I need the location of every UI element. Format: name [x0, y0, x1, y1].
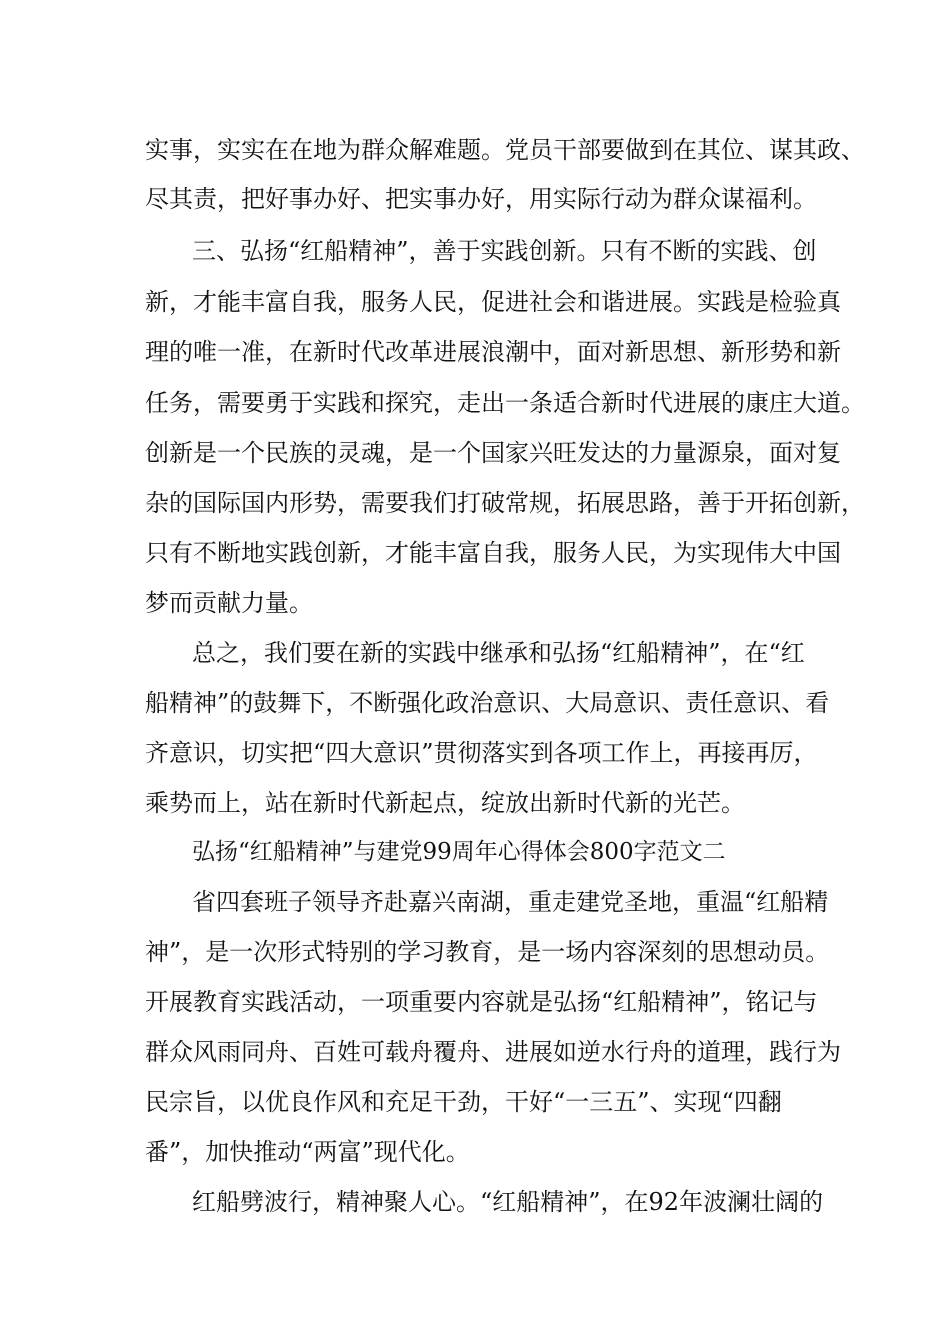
text-line: 神”，是一次形式特别的学习教育，是一场内容深刻的思想动员。	[145, 938, 830, 966]
text-line: 实事，实实在在地为群众解难题。党员干部要做到在其位、谋其政、	[145, 136, 865, 164]
text-line: 任务，需要勇于实践和探究，走出一条适合新时代进展的康庄大道。	[145, 389, 865, 417]
paragraph-start-line: 红船劈波行，精神聚人心。“红船精神”，在92年波澜壮阔的	[192, 1188, 824, 1216]
paragraph-start-line: 省四套班子领导齐赴嘉兴南湖，重走建党圣地，重温“红船精	[192, 888, 829, 916]
text-line: 番”，加快推动“两富”现代化。	[145, 1138, 470, 1166]
text-line: 创新是一个民族的灵魂，是一个国家兴旺发达的力量源泉，面对复	[145, 439, 841, 467]
text-line: 群众风雨同舟、百姓可载舟覆舟、进展如逆水行舟的道理，践行为	[145, 1038, 841, 1066]
text-line: 新，才能丰富自我，服务人民，促进社会和谐进展。实践是检验真	[145, 288, 841, 316]
text-line: 只有不断地实践创新，才能丰富自我，服务人民，为实现伟大中国	[145, 539, 841, 567]
section-title: 弘扬“红船精神”与建党99周年心得体会800字范文二	[192, 839, 726, 865]
text-line: 尽其责，把好事办好、把实事办好，用实际行动为群众谋福利。	[145, 185, 817, 213]
paragraph-start-line: 三、弘扬“红船精神”，善于实践创新。只有不断的实践、创	[192, 237, 817, 265]
text-line: 理的唯一准，在新时代改革进展浪潮中，面对新思想、新形势和新	[145, 338, 841, 366]
paragraph-start-line: 总之，我们要在新的实践中继承和弘扬“红船精神”，在“红	[192, 639, 805, 667]
text-line: 船精神”的鼓舞下，不断强化政治意识、大局意识、责任意识、看	[145, 689, 830, 717]
text-line: 民宗旨，以优良作风和充足干劲，干好“一三五”、实现“四翻	[145, 1088, 782, 1116]
text-line: 开展教育实践活动，一项重要内容就是弘扬“红船精神”，铭记与	[145, 988, 818, 1016]
text-line: 乘势而上，站在新时代新起点，绽放出新时代新的光芒。	[145, 789, 745, 817]
text-line: 齐意识，切实把“四大意识”贯彻落实到各项工作上，再接再厉，	[145, 739, 818, 767]
text-line: 梦而贡献力量。	[145, 589, 313, 617]
text-line: 杂的国际国内形势，需要我们打破常规，拓展思路，善于开拓创新，	[145, 489, 865, 517]
